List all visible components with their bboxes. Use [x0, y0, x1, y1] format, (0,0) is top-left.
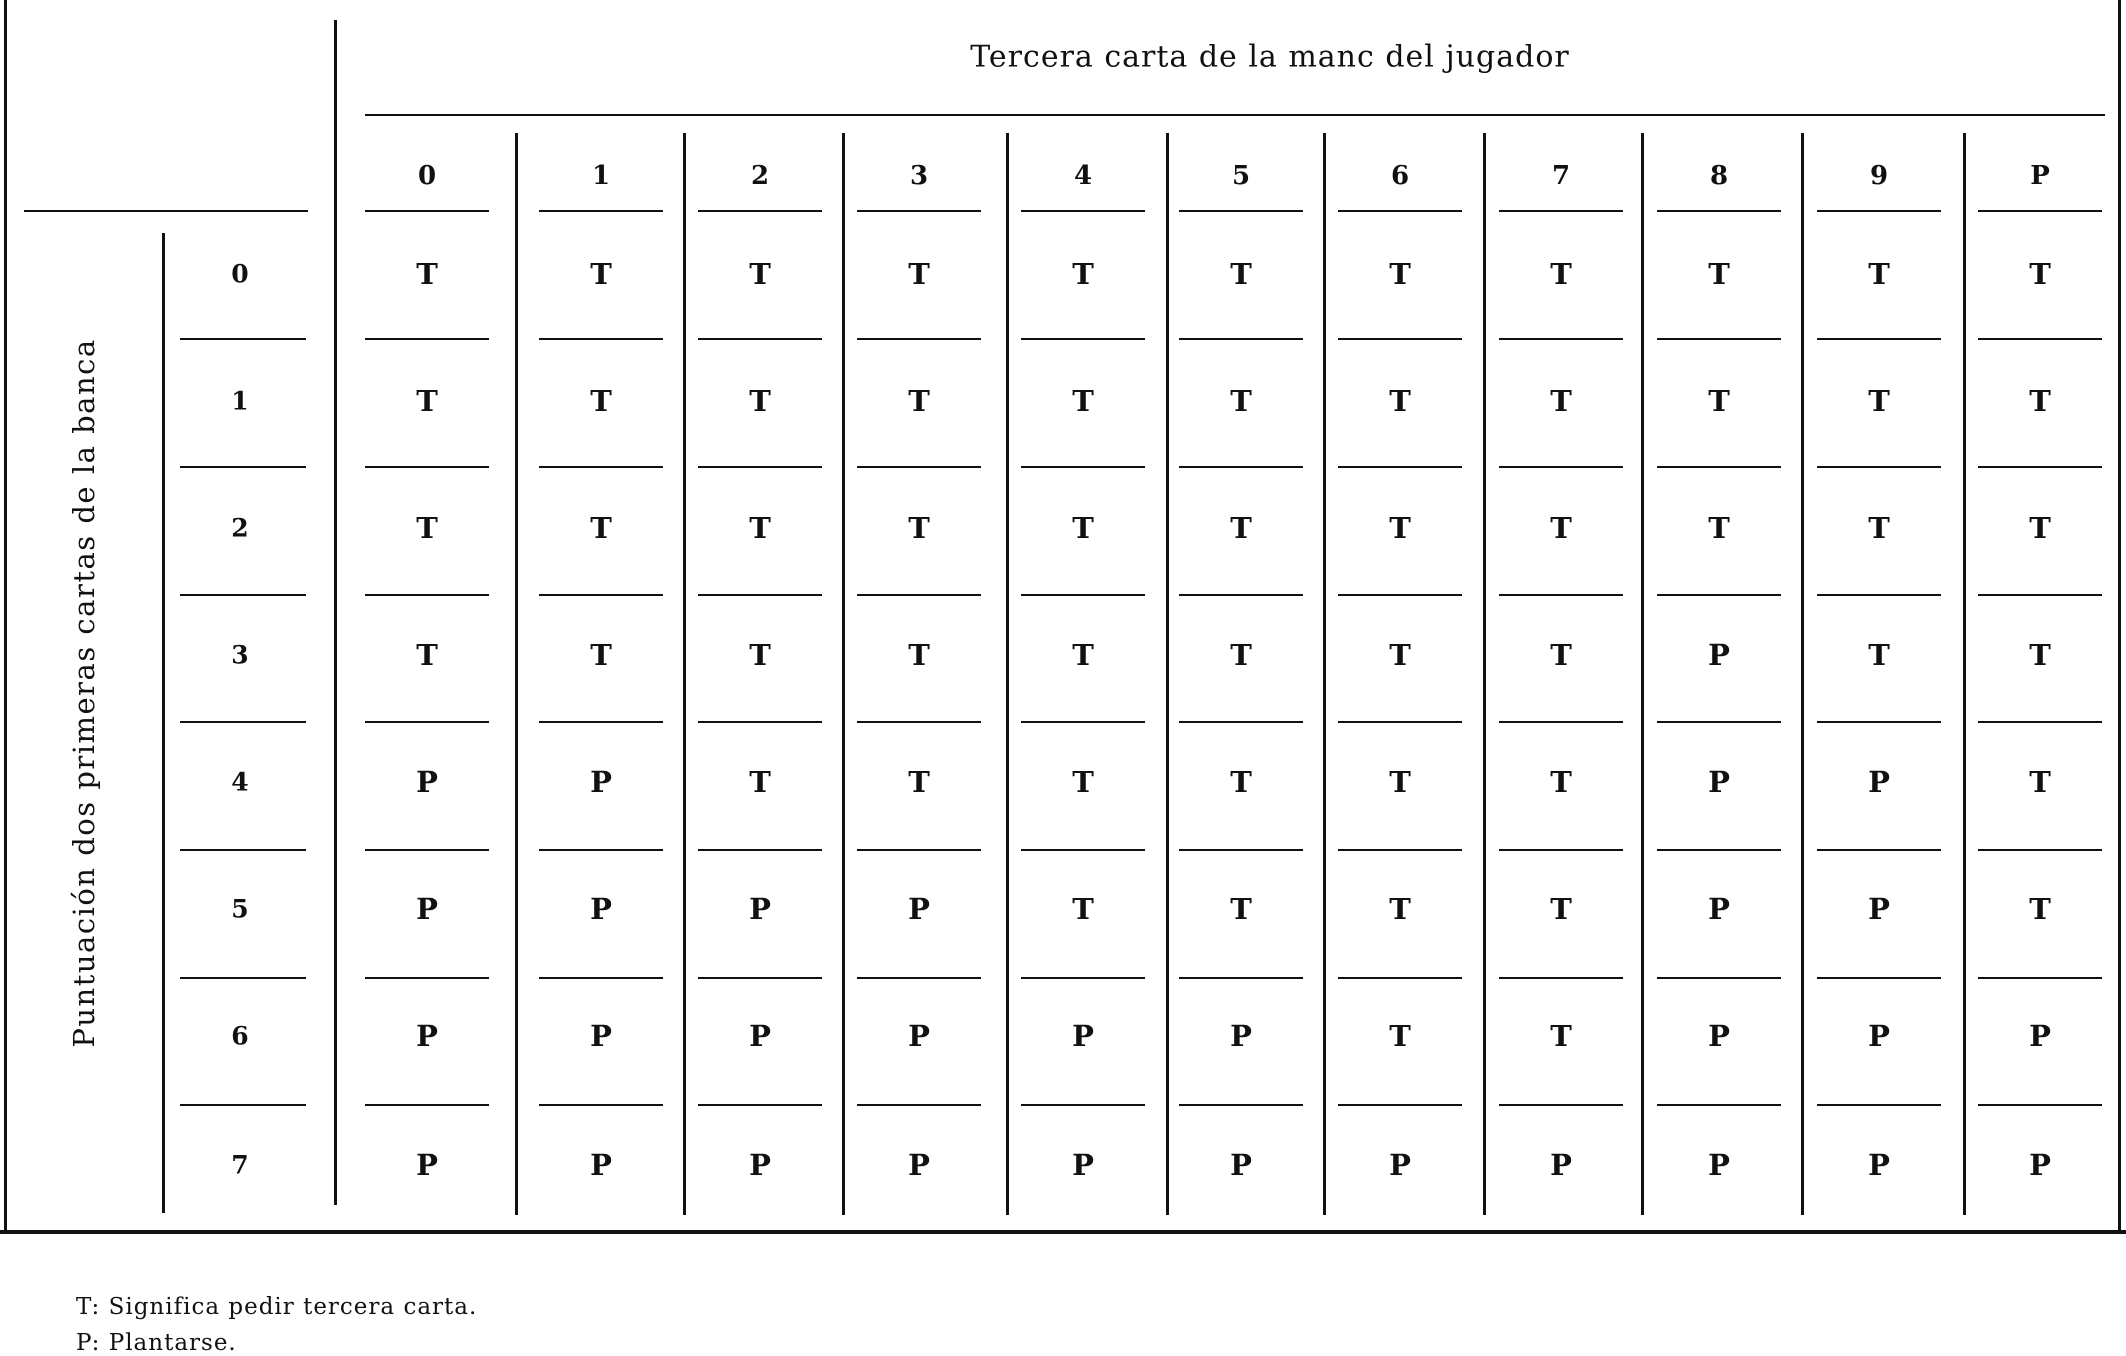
column-separator: [842, 133, 845, 1215]
table-cell: P: [908, 1019, 930, 1053]
row-header: 1: [231, 386, 249, 416]
column-header-rule: [1817, 210, 1941, 212]
legend-p: P: Plantarse.: [76, 1330, 237, 1356]
table-cell: P: [1708, 892, 1730, 926]
table-cell: P: [416, 892, 438, 926]
row-rule: [857, 849, 981, 851]
row-rule: [698, 721, 822, 723]
row-rule: [1338, 338, 1462, 340]
row-rule: [1338, 466, 1462, 468]
row-rule: [1978, 977, 2102, 979]
table-cell: T: [1389, 1019, 1411, 1053]
row-rule: [698, 977, 822, 979]
table-cell: T: [1389, 384, 1411, 418]
column-header: 6: [1390, 161, 1410, 191]
row-header: 4: [231, 767, 249, 797]
column-header-rule: [1657, 210, 1781, 212]
table-cell: T: [416, 511, 438, 545]
table-cell: T: [749, 765, 771, 799]
row-rule: [1021, 594, 1145, 596]
stub-divider-line: [334, 20, 337, 1205]
row-header: 2: [231, 513, 249, 543]
row-rule: [1978, 338, 2102, 340]
table-cell: T: [1550, 257, 1572, 291]
row-rule: [1657, 977, 1781, 979]
row-rule: [857, 1104, 981, 1106]
row-rule: [1978, 466, 2102, 468]
table-cell: T: [1230, 384, 1252, 418]
table-cell: P: [1230, 1019, 1252, 1053]
row-rule: [539, 338, 663, 340]
table-cell: P: [908, 892, 930, 926]
table-cell: T: [908, 384, 930, 418]
row-label-rule: [180, 338, 306, 340]
row-rule: [1817, 721, 1941, 723]
table-cell: T: [2029, 892, 2051, 926]
row-rule: [1021, 721, 1145, 723]
row-rule: [1021, 338, 1145, 340]
column-header-rule: [1338, 210, 1462, 212]
row-rule: [1978, 1104, 2102, 1106]
table-cell: P: [416, 1148, 438, 1182]
row-rule: [1978, 849, 2102, 851]
row-header: 0: [231, 259, 249, 289]
column-header-rule: [1978, 210, 2102, 212]
column-separator: [515, 133, 518, 1215]
table-cell: T: [1389, 511, 1411, 545]
row-rule: [1499, 721, 1623, 723]
row-rule: [539, 594, 663, 596]
table-cell: T: [1389, 892, 1411, 926]
column-separator: [1483, 133, 1486, 1215]
row-rule: [1179, 1104, 1303, 1106]
outer-right-border: [2118, 0, 2121, 1232]
table-cell: T: [1072, 638, 1094, 672]
table-cell: T: [1868, 384, 1890, 418]
table-cell: T: [1230, 511, 1252, 545]
row-rule: [1657, 594, 1781, 596]
row-rule: [1817, 977, 1941, 979]
table-cell: T: [1230, 638, 1252, 672]
row-rule: [1499, 1104, 1623, 1106]
column-separator: [1323, 133, 1326, 1215]
row-rule: [698, 466, 822, 468]
outer-left-border: [4, 0, 7, 1232]
table-cell: P: [1072, 1019, 1094, 1053]
table-cell: T: [590, 257, 612, 291]
table-cell: T: [1708, 384, 1730, 418]
table-cell: P: [2029, 1019, 2051, 1053]
row-rule: [1021, 849, 1145, 851]
row-rule: [698, 849, 822, 851]
table-cell: T: [749, 384, 771, 418]
row-rule: [539, 849, 663, 851]
table-cell: T: [908, 638, 930, 672]
row-rule: [1499, 849, 1623, 851]
row-rule: [698, 338, 822, 340]
table-cell: T: [1072, 257, 1094, 291]
table-cell: T: [2029, 384, 2051, 418]
outer-bottom-border: [0, 1230, 2126, 1234]
table-cell: P: [1708, 638, 1730, 672]
table-cell: P: [1708, 1148, 1730, 1182]
table-cell: T: [2029, 765, 2051, 799]
row-rule: [1817, 338, 1941, 340]
table-cell: T: [1389, 257, 1411, 291]
column-separator: [1006, 133, 1009, 1215]
row-header: 5: [231, 894, 249, 924]
column-header: 9: [1869, 161, 1889, 191]
table-cell: T: [1072, 892, 1094, 926]
row-label-rule: [180, 721, 306, 723]
table-cell: P: [749, 1019, 771, 1053]
table-cell: P: [590, 765, 612, 799]
column-header-rule: [1179, 210, 1303, 212]
table-cell: T: [1550, 638, 1572, 672]
row-label-rule: [180, 1104, 306, 1106]
table-cell: T: [1708, 257, 1730, 291]
table-cell: P: [2029, 1148, 2051, 1182]
table-title: Tercera carta de la manc del jugador: [970, 39, 1570, 75]
row-rule: [1021, 1104, 1145, 1106]
table-cell: T: [908, 257, 930, 291]
row-rule: [1338, 594, 1462, 596]
row-rule: [1179, 977, 1303, 979]
table-cell: T: [1550, 765, 1572, 799]
table-cell: P: [1868, 1148, 1890, 1182]
table-cell: P: [1868, 892, 1890, 926]
table-cell: P: [749, 1148, 771, 1182]
table-cell: T: [590, 638, 612, 672]
table-cell: P: [590, 1019, 612, 1053]
table-cell: T: [1868, 638, 1890, 672]
row-rule: [1179, 849, 1303, 851]
row-rule: [1338, 1104, 1462, 1106]
row-rule: [1179, 466, 1303, 468]
table-cell: P: [1708, 765, 1730, 799]
row-rule: [1499, 338, 1623, 340]
table-cell: T: [1550, 1019, 1572, 1053]
column-header: 2: [750, 161, 770, 191]
row-rule: [1817, 849, 1941, 851]
row-label-rule: [180, 977, 306, 979]
legend-t: T: Significa pedir tercera carta.: [76, 1294, 478, 1320]
table-cell: P: [1868, 765, 1890, 799]
table-cell: T: [416, 384, 438, 418]
row-rule: [857, 338, 981, 340]
row-rule: [1179, 594, 1303, 596]
row-rule: [365, 849, 489, 851]
table-cell: T: [1868, 257, 1890, 291]
row-rule: [1657, 1104, 1781, 1106]
table-cell: P: [1708, 1019, 1730, 1053]
row-rule: [365, 594, 489, 596]
row-rule: [1817, 466, 1941, 468]
column-header: 5: [1231, 161, 1251, 191]
row-rule: [857, 466, 981, 468]
table-cell: P: [590, 892, 612, 926]
column-header: 1: [591, 161, 611, 191]
row-rule: [1817, 1104, 1941, 1106]
row-rule: [1978, 721, 2102, 723]
row-header: 3: [231, 640, 249, 670]
table-cell: T: [590, 511, 612, 545]
row-header: 6: [231, 1021, 249, 1051]
table-cell: P: [749, 892, 771, 926]
row-rule: [365, 466, 489, 468]
table-cell: T: [749, 638, 771, 672]
row-header: 7: [231, 1150, 249, 1180]
stub-header-rule: [24, 210, 308, 212]
column-header: 0: [417, 161, 437, 191]
row-rule: [698, 594, 822, 596]
table-cell: T: [1072, 765, 1094, 799]
table-cell: T: [908, 765, 930, 799]
row-rule: [857, 721, 981, 723]
column-separator: [1641, 133, 1644, 1215]
table-cell: P: [416, 765, 438, 799]
table-cell: T: [590, 384, 612, 418]
table-cell: P: [1230, 1148, 1252, 1182]
row-rule: [1657, 466, 1781, 468]
table-cell: T: [1230, 892, 1252, 926]
table-cell: T: [749, 511, 771, 545]
row-rule: [1978, 594, 2102, 596]
table-cell: T: [749, 257, 771, 291]
column-header: 4: [1073, 161, 1093, 191]
table-cell: T: [1550, 511, 1572, 545]
column-separator: [1801, 133, 1804, 1215]
table-cell: T: [908, 511, 930, 545]
table-cell: T: [416, 638, 438, 672]
column-separator: [1963, 133, 1966, 1215]
table-cell: P: [590, 1148, 612, 1182]
column-header-rule: [857, 210, 981, 212]
table-cell: T: [1230, 257, 1252, 291]
table-cell: T: [1072, 511, 1094, 545]
table-cell: T: [1708, 511, 1730, 545]
row-rule: [1657, 338, 1781, 340]
row-rule: [539, 721, 663, 723]
table-cell: P: [1072, 1148, 1094, 1182]
row-rule: [1021, 977, 1145, 979]
table-cell: T: [2029, 257, 2051, 291]
table-cell: T: [416, 257, 438, 291]
table-cell: P: [1868, 1019, 1890, 1053]
column-header: 7: [1551, 161, 1571, 191]
table-cell: T: [2029, 638, 2051, 672]
row-rule: [1179, 721, 1303, 723]
table-cell: T: [1389, 638, 1411, 672]
row-rule: [1338, 977, 1462, 979]
row-label-rule: [180, 594, 306, 596]
table-cell: T: [1868, 511, 1890, 545]
row-rule: [1021, 466, 1145, 468]
row-rule: [1499, 594, 1623, 596]
table-cell: P: [908, 1148, 930, 1182]
row-rule: [365, 977, 489, 979]
row-rule: [698, 1104, 822, 1106]
column-header-rule: [365, 210, 489, 212]
table-cell: T: [1550, 384, 1572, 418]
row-rule: [365, 338, 489, 340]
column-separator: [1166, 133, 1169, 1215]
row-rule: [365, 721, 489, 723]
row-rule: [1179, 338, 1303, 340]
row-rule: [857, 594, 981, 596]
column-header-rule: [539, 210, 663, 212]
row-rule: [857, 977, 981, 979]
row-rule: [539, 977, 663, 979]
table-cell: T: [2029, 511, 2051, 545]
column-separator: [683, 133, 686, 1215]
column-header-rule: [1021, 210, 1145, 212]
row-label-rule: [180, 849, 306, 851]
column-header-rule: [698, 210, 822, 212]
row-rule: [1499, 977, 1623, 979]
column-header: P: [2030, 161, 2050, 191]
row-rule: [1338, 849, 1462, 851]
column-header-rule: [1499, 210, 1623, 212]
table-cell: T: [1230, 765, 1252, 799]
row-rule: [1817, 594, 1941, 596]
table-cell: P: [1550, 1148, 1572, 1182]
row-rule: [1657, 721, 1781, 723]
title-underline: [365, 114, 2105, 116]
row-rule: [1338, 721, 1462, 723]
row-axis-label: Puntuación dos primeras cartas de la banca: [67, 338, 101, 1048]
column-header: 3: [909, 161, 929, 191]
row-rule: [1657, 849, 1781, 851]
table-cell: T: [1550, 892, 1572, 926]
table-cell: T: [1072, 384, 1094, 418]
row-rule: [539, 466, 663, 468]
row-label-rule: [180, 466, 306, 468]
row-rule: [539, 1104, 663, 1106]
row-rule: [365, 1104, 489, 1106]
row-label-divider-line: [162, 233, 165, 1213]
table-cell: P: [416, 1019, 438, 1053]
table-cell: T: [1389, 765, 1411, 799]
column-header: 8: [1709, 161, 1729, 191]
row-rule: [1499, 466, 1623, 468]
table-cell: P: [1389, 1148, 1411, 1182]
